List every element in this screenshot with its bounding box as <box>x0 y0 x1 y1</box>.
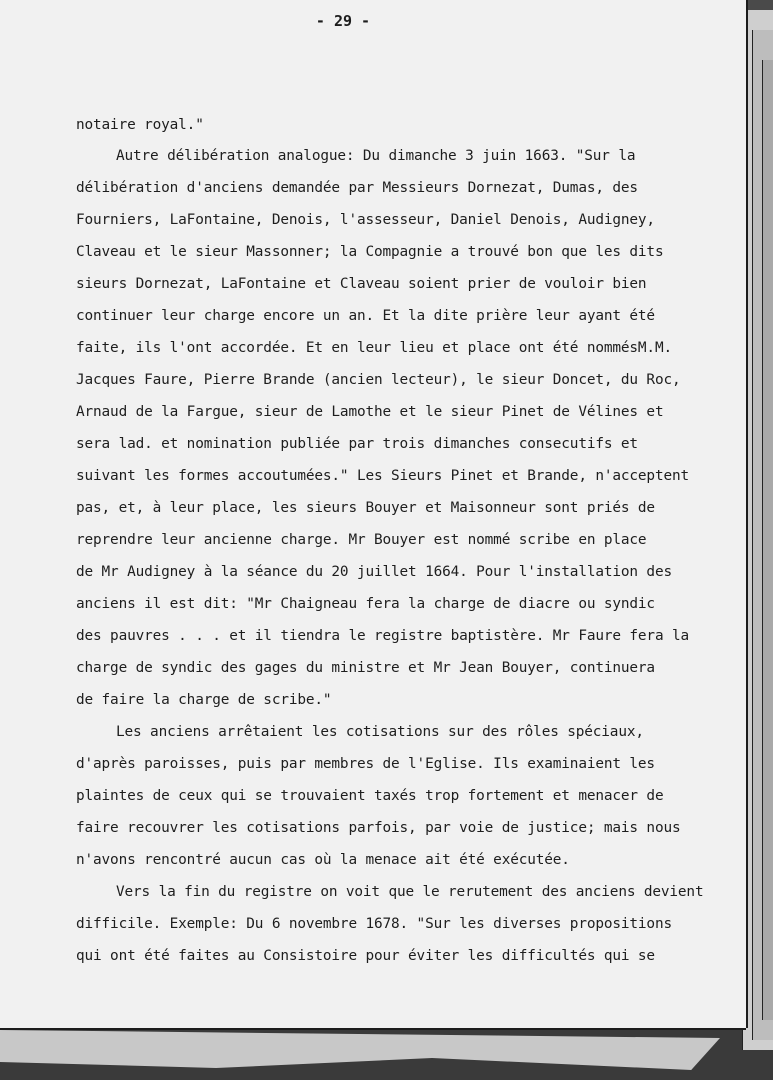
text-line: Arnaud de la Fargue, sieur de Lamothe et le sieur Pinet de Vélines et <box>76 404 664 420</box>
text-line: Les anciens arrêtaient les cotisations sur des rôles spéciaux, <box>116 724 644 740</box>
text-line: d'après paroisses, puis par membres de l'Eglise. Ils examinaient les <box>76 756 655 772</box>
text-line: des pauvres . . . et il tiendra le registre baptistère. Mr Faure fera la <box>76 628 690 644</box>
text-line: Autre délibération analogue: Du dimanche 3 juin 1663. "Sur la <box>116 148 636 164</box>
text-line: Jacques Faure, Pierre Brande (ancien lecteur), le sieur Doncet, du Roc, <box>76 372 681 388</box>
text-line: de faire la charge de scribe." <box>76 692 332 708</box>
text-line: charge de syndic des gages du ministre et Mr Jean Bouyer, continuera <box>76 660 655 676</box>
text-line: suivant les formes accoutumées." Les Sieurs Pinet et Brande, n'acceptent <box>76 468 690 484</box>
page-edge-3 <box>762 60 773 1020</box>
text-line: continuer leur charge encore un an. Et la dite prière leur ayant été <box>76 308 655 324</box>
text-line: anciens il est dit: "Mr Chaigneau fera la charge de diacre ou syndic <box>76 596 655 612</box>
text-line: Claveau et le sieur Massonner; la Compagnie a trouvé bon que les dits <box>76 244 664 260</box>
text-line: reprendre leur ancienne charge. Mr Bouyer est nommé scribe en place <box>76 532 647 548</box>
text-line: faire recouvrer les cotisations parfois, par voie de justice; mais nous <box>76 820 681 836</box>
text-line: Fourniers, LaFontaine, Denois, l'assesseur, Daniel Denois, Audigney, <box>76 212 655 228</box>
text-line: Vers la fin du registre on voit que le rerutement des anciens devient <box>116 884 704 900</box>
text-line: qui ont été faites au Consistoire pour éviter les difficultés qui se <box>76 948 655 964</box>
text-line: plaintes de ceux qui se trouvaient taxés trop fortement et menacer de <box>76 788 664 804</box>
text-line: délibération d'anciens demandée par Messieurs Dornezat, Dumas, des <box>76 180 638 196</box>
text-line: notaire royal." <box>76 117 204 133</box>
text-line: sera lad. et nomination publiée par trois dimanches consecutifs et <box>76 436 638 452</box>
text-line: faite, ils l'ont accordée. Et en leur lieu et place ont été nommésM.M. <box>76 340 672 356</box>
page-number: - 29 - <box>315 12 371 30</box>
text-line: n'avons rencontré aucun cas où la menace ait été exécutée. <box>76 852 570 868</box>
text-line: difficile. Exemple: Du 6 novembre 1678. "Sur les diverses propositions <box>76 916 672 932</box>
text-line: sieurs Dornezat, LaFontaine et Claveau soient prier de vouloir bien <box>76 276 647 292</box>
text-line: de Mr Audigney à la séance du 20 juillet 1664. Pour l'installation des <box>76 564 672 580</box>
text-line: pas, et, à leur place, les sieurs Bouyer et Maisonneur sont priés de <box>76 500 655 516</box>
